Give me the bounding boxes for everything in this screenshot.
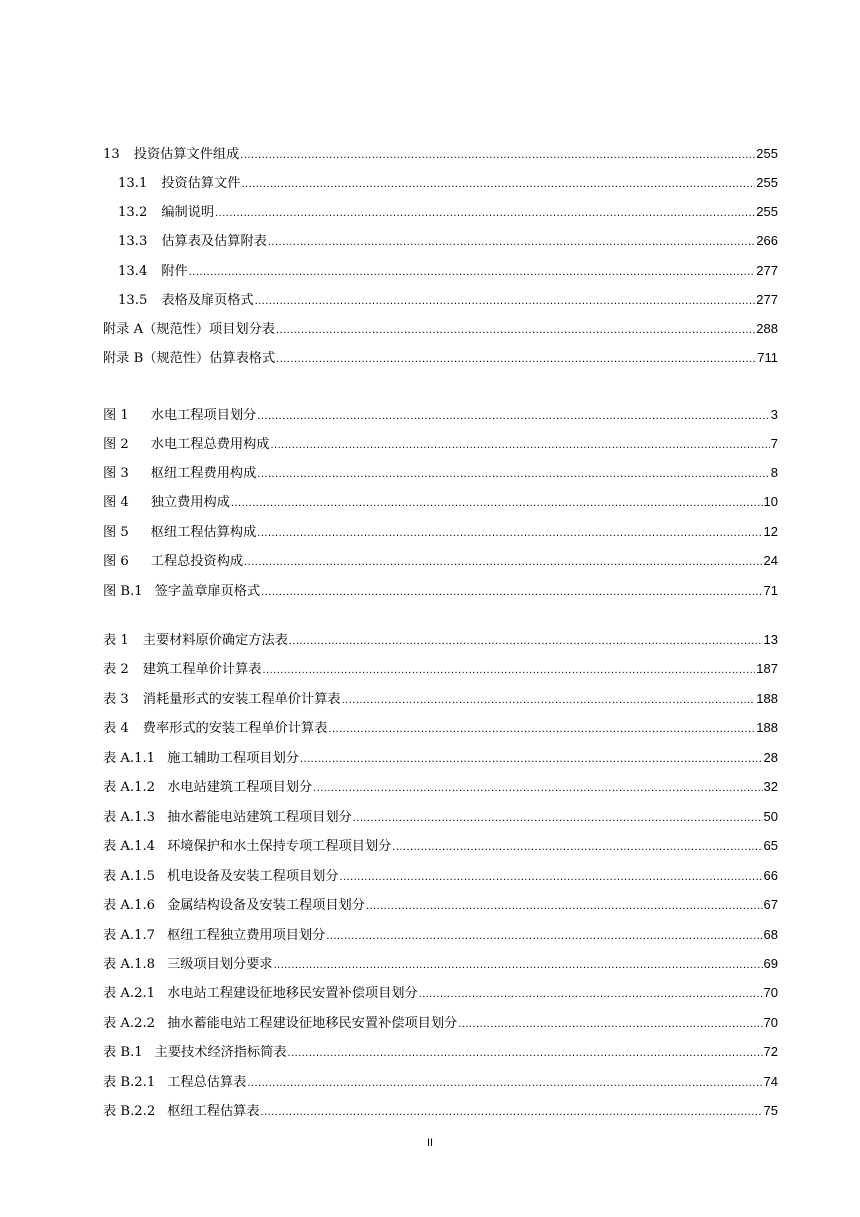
toc-entry-number: 表 3 [103, 692, 129, 707]
toc-entry-title: 工程总估算表 [167, 1075, 247, 1090]
toc-entry-number: 表 4 [103, 721, 129, 736]
toc-entry[interactable] [103, 521, 778, 543]
toc-entry-title: 枢纽工程估算表 [167, 1104, 260, 1119]
toc-entry-number: 表 A.2.1 [103, 986, 156, 1001]
toc-entry-page: 3 [770, 407, 778, 422]
toc-entry-page: 24 [763, 553, 778, 568]
toc-entry-page: 255 [756, 204, 778, 219]
dot-leader [244, 551, 762, 573]
toc-entry-title: 编制说明 [161, 205, 215, 220]
toc-entry-number: 图 1 [103, 408, 129, 423]
toc-entry-number: 表 A.1.6 [103, 898, 156, 913]
toc-entry-title: 水电工程项目划分 [150, 408, 257, 423]
dot-leader [300, 748, 763, 770]
toc-entry-page: 66 [763, 868, 778, 883]
toc-entry-number: 13.3 [118, 234, 148, 249]
toc-entry-page: 28 [763, 750, 778, 765]
toc-entry-title: 费率形式的安装工程单价计算表 [142, 721, 328, 736]
toc-entry[interactable] [103, 550, 778, 572]
toc-entry-number: 表 1 [103, 633, 129, 648]
toc-entry[interactable] [118, 230, 778, 252]
toc-entry-title: 抽水蓄能电站建筑工程项目划分 [167, 810, 352, 825]
dot-leader [231, 492, 763, 514]
toc-entry-title: 枢纽工程独立费用项目划分 [167, 928, 326, 943]
toc-entry-number: 表 A.1.4 [103, 839, 156, 854]
toc-entry-page: 277 [756, 263, 778, 278]
dot-leader [313, 777, 762, 799]
toc-entry-page: 711 [757, 350, 778, 365]
toc-entry-page: 7 [770, 436, 778, 451]
toc-entry-page: 32 [763, 779, 778, 794]
toc-entry-title: 投资估算文件 [161, 176, 241, 191]
dot-leader [261, 1101, 763, 1123]
toc-entry[interactable] [103, 143, 778, 165]
toc-entry-page: 188 [756, 720, 778, 735]
dot-leader [342, 689, 756, 711]
dot-leader [288, 1042, 763, 1064]
toc-entry-number: 表 A.1.7 [103, 928, 156, 943]
toc-entry-title: 机电设备及安装工程项目划分 [167, 869, 339, 884]
dot-leader [366, 895, 763, 917]
toc-entry-title: 附件 [161, 264, 188, 279]
toc-entry-number: 13.4 [118, 264, 148, 279]
toc-entry-title: 金属结构设备及安装工程项目划分 [167, 898, 365, 913]
toc-entry-number: 13.5 [118, 293, 148, 308]
toc-entry[interactable] [103, 462, 778, 484]
toc-entry[interactable] [103, 806, 778, 828]
dot-leader [276, 319, 755, 341]
dot-leader [392, 836, 762, 858]
toc-entry-title: 水电站建筑工程项目划分 [167, 780, 313, 795]
toc-entry-title: 枢纽工程估算构成 [150, 525, 257, 540]
toc-entry-number: 表 A.1.3 [103, 810, 156, 825]
toc-entry-page: 65 [763, 838, 778, 853]
toc-entry[interactable] [103, 747, 778, 769]
toc-entry-title: 施工辅助工程项目划分 [167, 751, 299, 766]
dot-leader [276, 348, 756, 370]
toc-entry[interactable] [103, 717, 778, 739]
page-number: II [426, 1137, 434, 1149]
toc-entry[interactable] [103, 1100, 778, 1122]
toc-entry[interactable] [103, 580, 778, 602]
toc-entry-title: 主要技术经济指标简表 [154, 1045, 287, 1060]
toc-entry-page: 68 [763, 927, 778, 942]
dot-leader [257, 463, 769, 485]
toc-entry-page: 255 [756, 175, 778, 190]
toc-entry-number: 图 5 [103, 525, 129, 540]
dot-leader [189, 261, 756, 283]
toc-entry-title: 消耗量形式的安装工程单价计算表 [142, 692, 341, 707]
toc-entry-title: 签字盖章扉页格式 [154, 584, 261, 599]
toc-entry-number: 图 4 [103, 495, 129, 510]
toc-entry[interactable] [103, 776, 778, 798]
toc-entry-number: 表 2 [103, 662, 129, 677]
toc-entry[interactable] [118, 201, 778, 223]
toc-entry-page: 75 [763, 1103, 778, 1118]
toc-entry[interactable] [103, 924, 778, 946]
dot-leader [215, 202, 755, 224]
dot-leader [340, 866, 763, 888]
toc-entry-page: 13 [763, 632, 778, 647]
toc-entry-page: 187 [756, 661, 778, 676]
toc-entry[interactable] [103, 1012, 778, 1034]
toc-entry-page: 70 [763, 1015, 778, 1030]
toc-entry-title: 环境保护和水土保持专项工程项目划分 [167, 839, 392, 854]
toc-entry-page: 266 [756, 233, 778, 248]
toc-entry[interactable] [103, 347, 778, 369]
toc-entry[interactable] [103, 1071, 778, 1093]
toc-entry-page: 8 [770, 465, 778, 480]
toc-entry-title: 枢纽工程费用构成 [150, 466, 257, 481]
toc-entry[interactable] [103, 835, 778, 857]
toc-entry-title: 建筑工程单价计算表 [142, 662, 262, 677]
toc-entry[interactable] [118, 260, 778, 282]
dot-leader [419, 983, 763, 1005]
toc-entry-title: 水电站工程建设征地移民安置补偿项目划分 [167, 986, 418, 1001]
toc-entry-number: 图 6 [103, 554, 129, 569]
toc-entry-number: 表 B.2.2 [103, 1104, 156, 1119]
dot-leader [289, 630, 763, 652]
toc-entry-page: 255 [756, 146, 778, 161]
toc-entry-title: 独立费用构成 [150, 495, 230, 510]
toc-entry-number: 13.1 [118, 176, 148, 191]
toc-entry[interactable] [103, 865, 778, 887]
toc-entry-number: 图 3 [103, 466, 129, 481]
toc-entry-page: 288 [756, 321, 778, 336]
toc-entry[interactable] [103, 953, 778, 975]
toc-entry-number: 附录 B（规范性） [103, 351, 210, 366]
toc-entry-number: 表 A.1.8 [103, 957, 156, 972]
toc-entry-page: 71 [763, 583, 778, 598]
toc-entry[interactable] [103, 1041, 778, 1063]
toc-entry-title: 投资估算文件组成 [133, 147, 240, 162]
dot-leader [255, 290, 756, 312]
dot-leader [326, 925, 762, 947]
toc-entry-number: 图 B.1 [103, 584, 143, 599]
dot-leader [353, 807, 763, 829]
dot-leader [261, 581, 762, 603]
dot-leader [458, 1013, 762, 1035]
toc-entry-title: 项目划分表 [209, 322, 275, 337]
toc-entry[interactable] [103, 491, 778, 513]
toc-entry-title: 估算表及估算附表 [161, 234, 267, 249]
toc-entry-number: 13.2 [118, 205, 148, 220]
toc-entry-title: 水电工程总费用构成 [150, 437, 270, 452]
dot-leader [274, 954, 763, 976]
toc-entry-title: 抽水蓄能电站工程建设征地移民安置补偿项目划分 [167, 1016, 458, 1031]
toc-entry-title: 表格及扉页格式 [161, 293, 254, 308]
toc-entry-number: 13 [103, 147, 120, 162]
toc-entry[interactable] [103, 658, 778, 680]
toc-entry[interactable] [118, 172, 778, 194]
toc-entry[interactable] [103, 688, 778, 710]
toc-entry-title: 估算表格式 [209, 351, 276, 366]
toc-entry-number: 图 2 [103, 437, 129, 452]
toc-entry[interactable] [103, 318, 778, 340]
toc-entry-title: 工程总投资构成 [150, 554, 244, 569]
toc-entry-page: 188 [756, 691, 778, 706]
dot-leader [240, 144, 755, 166]
toc-entry[interactable] [103, 433, 778, 455]
toc-entry[interactable] [118, 289, 778, 311]
toc-entry[interactable] [103, 404, 778, 426]
toc-entry-page: 12 [763, 524, 778, 539]
dot-leader [247, 1072, 762, 1094]
toc-entry-title: 三级项目划分要求 [167, 957, 273, 972]
toc-entry-number: 表 B.1 [103, 1045, 143, 1060]
toc-entry-number: 表 B.2.1 [103, 1075, 156, 1090]
dot-leader [328, 718, 755, 740]
toc-entry-page: 10 [763, 494, 778, 509]
toc-entry[interactable] [103, 894, 778, 916]
dot-leader [242, 173, 756, 195]
toc-entry-page: 74 [763, 1074, 778, 1089]
toc-entry-page: 67 [763, 897, 778, 912]
toc-entry-page: 50 [763, 809, 778, 824]
toc-entry[interactable] [103, 982, 778, 1004]
toc-entry-page: 70 [763, 985, 778, 1000]
dot-leader [257, 522, 762, 544]
toc-entry-page: 72 [763, 1044, 778, 1059]
toc-entry-page: 69 [763, 956, 778, 971]
toc-entry-number: 表 A.2.2 [103, 1016, 156, 1031]
toc-entry-number: 表 A.1.1 [103, 751, 156, 766]
toc-entry-number: 附录 A（规范性） [103, 322, 210, 337]
dot-leader [262, 659, 755, 681]
toc-entry-number: 表 A.1.5 [103, 869, 156, 884]
dot-leader [257, 405, 769, 427]
dot-leader [270, 434, 769, 456]
toc-entry-number: 表 A.1.2 [103, 780, 156, 795]
dot-leader [268, 231, 755, 253]
toc-entry-page: 277 [756, 292, 778, 307]
toc-entry-title: 主要材料原价确定方法表 [142, 633, 288, 648]
toc-entry[interactable] [103, 629, 778, 651]
